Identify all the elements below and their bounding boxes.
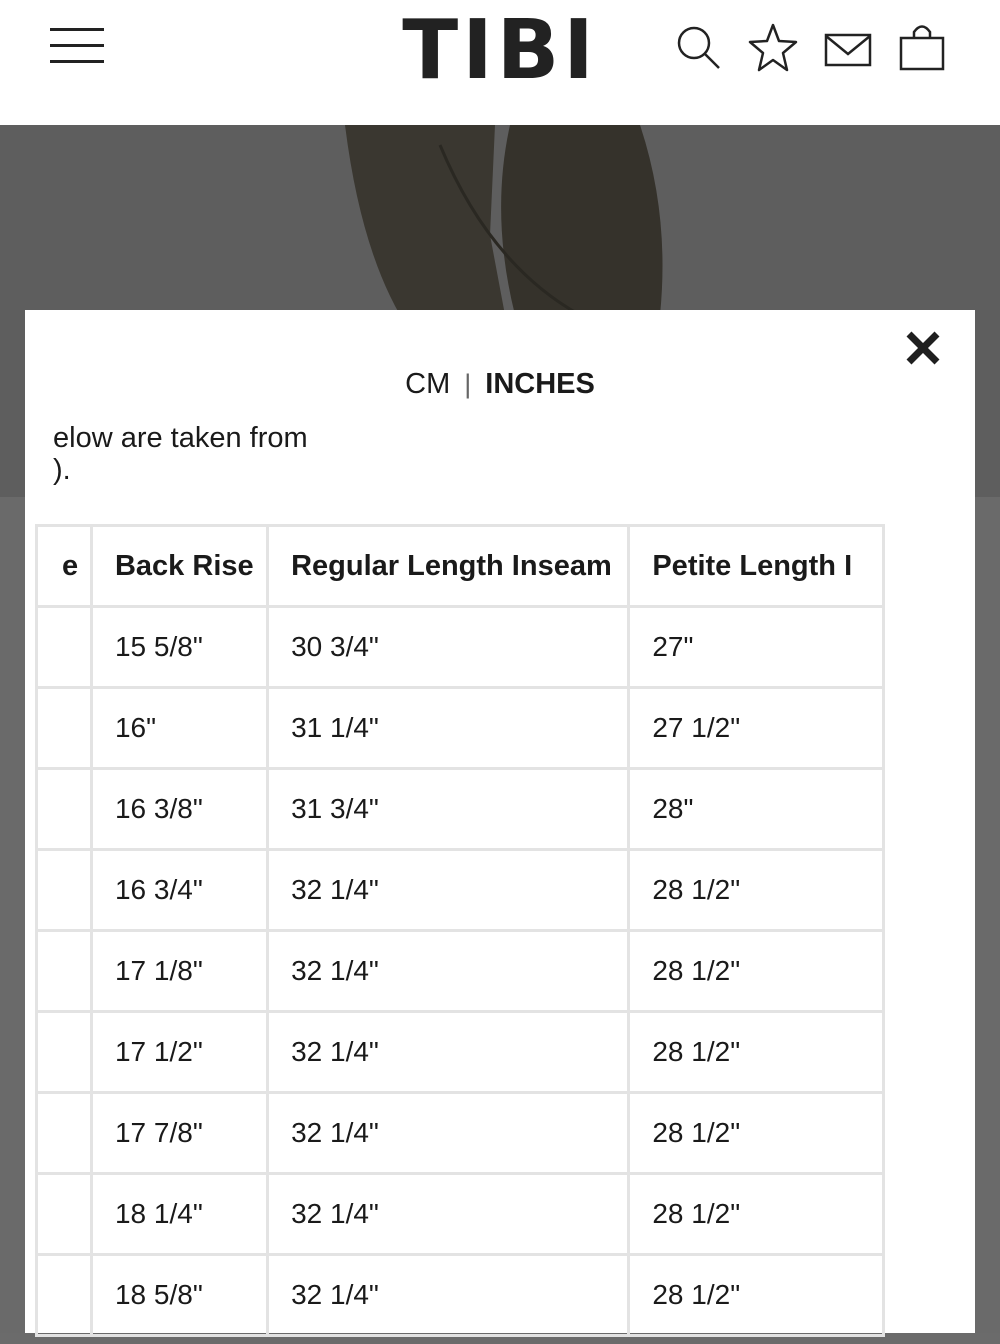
table-cell: 28 1/2" — [629, 1093, 884, 1174]
table-row — [37, 607, 884, 688]
star-icon[interactable] — [747, 22, 799, 74]
table-cell: 27 1/2" — [629, 688, 884, 769]
table-cell: 32 1/4" — [268, 1012, 629, 1093]
mail-icon[interactable] — [822, 22, 874, 74]
table-cell — [37, 1093, 92, 1174]
table-cell: 18 1/4" — [91, 1174, 267, 1255]
close-icon[interactable] — [901, 326, 945, 370]
table-cell: 16 3/4" — [91, 850, 267, 931]
table-cell — [37, 1174, 92, 1255]
table-cell: 32 1/4" — [268, 850, 629, 931]
site-header — [0, 0, 1000, 125]
table-cell — [37, 931, 92, 1012]
table-row — [37, 688, 884, 769]
menu-icon[interactable] — [48, 26, 106, 66]
column-header: e — [37, 526, 92, 607]
table-row — [37, 769, 884, 850]
size-table-scroll[interactable] — [62, 524, 925, 1344]
table-cell: 17 7/8" — [91, 1093, 267, 1174]
column-header-petite-inseam: Petite Length I — [629, 526, 884, 607]
column-header-regular-inseam: Regular Length Inseam — [268, 526, 629, 607]
unit-separator: | — [464, 369, 472, 399]
table-cell: 28 1/2" — [629, 1255, 884, 1336]
bag-icon[interactable] — [897, 22, 949, 74]
table-cell — [37, 1255, 92, 1336]
size-table — [35, 524, 885, 1337]
table-header-row — [37, 526, 884, 607]
table-row — [37, 850, 884, 931]
table-cell: 31 3/4" — [268, 769, 629, 850]
table-cell — [37, 607, 92, 688]
table-cell: 28" — [629, 769, 884, 850]
table-cell: 30 3/4" — [268, 607, 629, 688]
search-icon[interactable] — [672, 22, 724, 74]
table-cell: 16" — [91, 688, 267, 769]
table-cell — [37, 850, 92, 931]
intro-text — [53, 422, 395, 492]
table-row — [37, 1093, 884, 1174]
table-row — [37, 1255, 884, 1336]
column-header-back-rise: Back Rise — [91, 526, 267, 607]
table-cell: 28 1/2" — [629, 850, 884, 931]
table-cell: 15 5/8" — [91, 607, 267, 688]
table-cell — [37, 769, 92, 850]
table-row — [37, 1174, 884, 1255]
table-row — [37, 1012, 884, 1093]
table-cell: 16 3/8" — [91, 769, 267, 850]
table-cell: 28 1/2" — [629, 931, 884, 1012]
table-row — [37, 931, 884, 1012]
table-cell: 31 1/4" — [268, 688, 629, 769]
unit-inches-button[interactable]: INCHES — [485, 368, 595, 400]
table-cell: 32 1/4" — [268, 1174, 629, 1255]
intro-line-1: elow are taken from — [53, 422, 308, 454]
table-cell: 27" — [629, 607, 884, 688]
table-cell: 32 1/4" — [268, 1093, 629, 1174]
table-cell: 17 1/8" — [91, 931, 267, 1012]
table-cell — [37, 1012, 92, 1093]
table-cell: 17 1/2" — [91, 1012, 267, 1093]
table-cell: 32 1/4" — [268, 1255, 629, 1336]
product-garment — [340, 125, 670, 315]
table-cell — [37, 688, 92, 769]
table-cell: 32 1/4" — [268, 931, 629, 1012]
unit-cm-button[interactable]: CM — [405, 368, 451, 400]
table-cell: 28 1/2" — [629, 1012, 884, 1093]
unit-toggle — [25, 368, 975, 401]
brand-logo[interactable]: TIBI — [402, 3, 598, 98]
intro-line-2: ). — [53, 454, 71, 486]
size-guide-modal — [25, 310, 975, 1333]
table-cell: 18 5/8" — [91, 1255, 267, 1336]
table-cell: 28 1/2" — [629, 1174, 884, 1255]
